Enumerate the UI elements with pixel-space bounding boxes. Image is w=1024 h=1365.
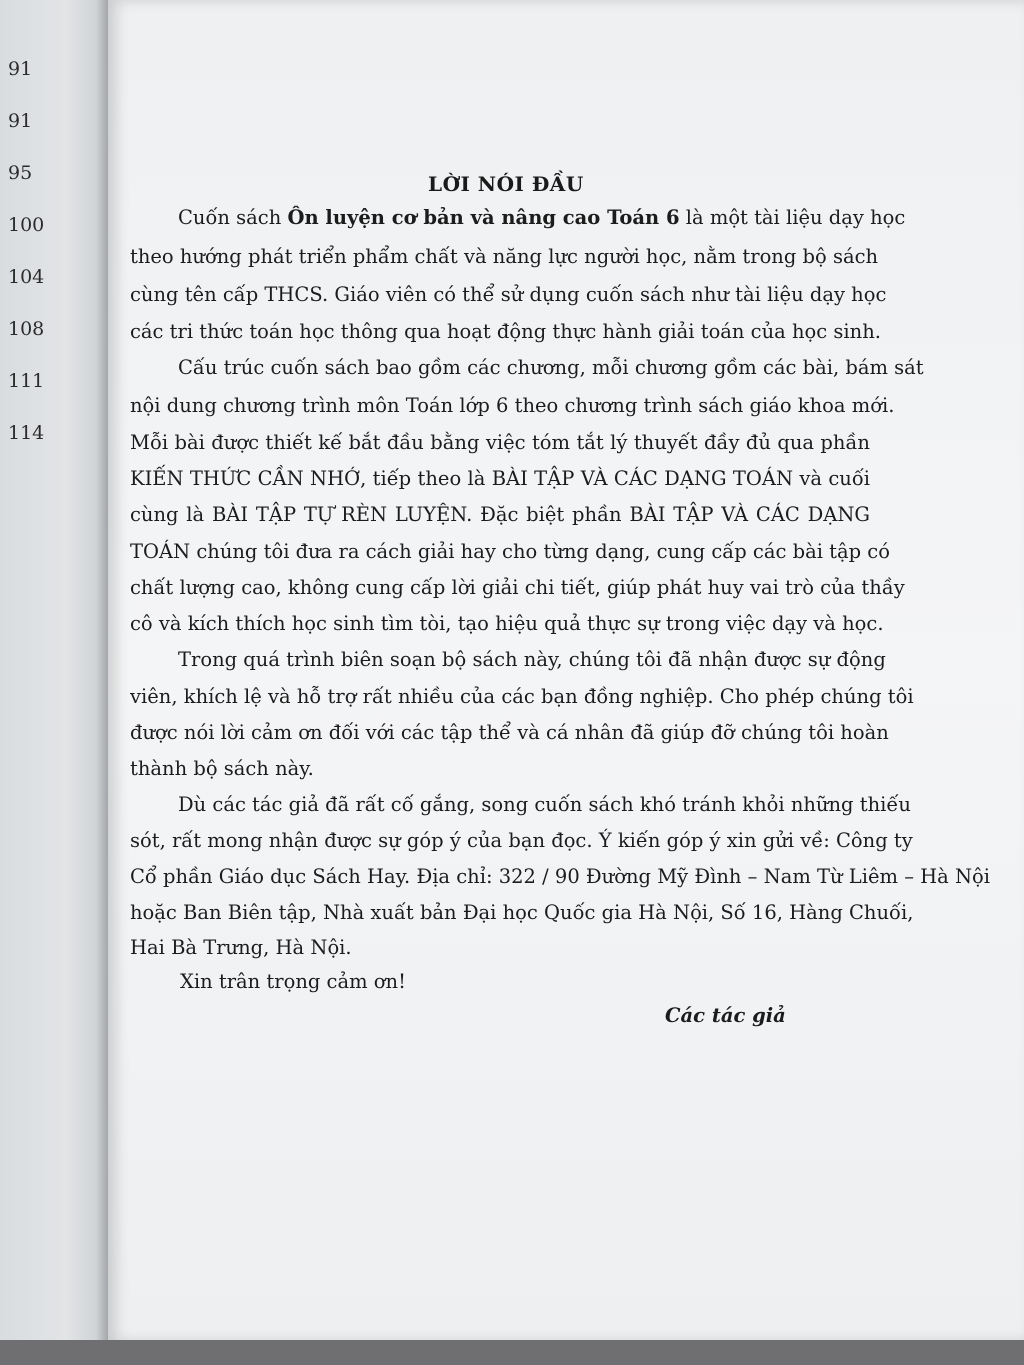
left-page	[0, 0, 110, 1365]
paragraph-line: Cổ phần Giáo dục Sách Hay. Địa chỉ: 322 / 90 Đường Mỹ Đình – Nam Từ Liêm – Hà Nội	[130, 865, 991, 888]
paragraph-line: KIẾN THỨC CẦN NHỚ, tiếp theo là BÀI TẬP VÀ CÁC DẠNG TOÁN và cuối	[130, 467, 870, 490]
paragraph-line: sót, rất mong nhận được sự góp ý của bạn đọc. Ý kiến góp ý xin gửi về: Công ty	[130, 829, 913, 852]
paragraph-line: nội dung chương trình môn Toán lớp 6 theo chương trình sách giáo khoa mới.	[130, 394, 895, 417]
paragraph-line: hoặc Ban Biên tập, Nhà xuất bản Đại học Quốc gia Hà Nội, Số 16, Hàng Chuối,	[130, 901, 914, 924]
author-signature: Các tác giả	[665, 1004, 786, 1027]
paragraph-line: Dù các tác giả đã rất cố gắng, song cuốn sách khó tránh khỏi những thiếu	[178, 793, 911, 816]
paragraph-line: Cấu trúc cuốn sách bao gồm các chương, mỗi chương gồm các bài, bám sát	[178, 356, 924, 379]
toc-page-number: 91	[8, 110, 33, 132]
toc-page-number: 100	[8, 214, 45, 236]
paragraph-line: các tri thức toán học thông qua hoạt động thực hành giải toán của học sinh.	[130, 320, 881, 343]
paragraph-line: Hai Bà Trưng, Hà Nội.	[130, 936, 352, 959]
paragraph-line: cùng tên cấp THCS. Giáo viên có thể sử dụng cuốn sách như tài liệu dạy học	[130, 283, 887, 306]
toc-page-number: 111	[8, 370, 45, 392]
paragraph-line: Trong quá trình biên soạn bộ sách này, chúng tôi đã nhận được sự động	[178, 648, 886, 671]
paragraph-line: được nói lời cảm ơn đối với các tập thể và cá nhân đã giúp đỡ chúng tôi hoàn	[130, 721, 889, 744]
book-title: Ôn luyện cơ bản và nâng cao Toán 6	[287, 206, 680, 229]
paragraph-line: chất lượng cao, không cung cấp lời giải chi tiết, giúp phát huy vai trò của thầy	[130, 576, 905, 599]
paragraph-line: cô và kích thích học sinh tìm tòi, tạo hiệu quả thực sự trong việc dạy và học.	[130, 612, 884, 635]
toc-page-number: 104	[8, 266, 45, 288]
paragraph-line: cùng là BÀI TẬP TỰ RÈN LUYỆN. Đặc biệt phần BÀI TẬP VÀ CÁC DẠNG	[130, 503, 870, 526]
paragraph-line: viên, khích lệ và hỗ trợ rất nhiều của các bạn đồng nghiệp. Cho phép chúng tôi	[130, 685, 914, 708]
paragraph-line: Mỗi bài được thiết kế bắt đầu bằng việc tóm tắt lý thuyết đầy đủ qua phần	[130, 431, 870, 454]
paragraph-line: Cuốn sách Ôn luyện cơ bản và nâng cao Toán 6 là một tài liệu dạy học	[178, 206, 906, 229]
toc-page-number: 95	[8, 162, 33, 184]
paragraph-line: theo hướng phát triển phẩm chất và năng lực người học, nằm trong bộ sách	[130, 245, 879, 268]
page-title: LỜI NÓI ĐẦU	[428, 172, 584, 196]
toc-page-number: 91	[8, 58, 33, 80]
toc-page-number: 114	[8, 422, 45, 444]
paragraph-line: TOÁN chúng tôi đưa ra cách giải hay cho từng dạng, cung cấp các bài tập có	[130, 540, 890, 563]
page-bottom-edge	[0, 1340, 1024, 1365]
closing-thanks: Xin trân trọng cảm ơn!	[180, 970, 406, 993]
toc-page-number: 108	[8, 318, 45, 340]
paragraph-line: thành bộ sách này.	[130, 757, 314, 780]
